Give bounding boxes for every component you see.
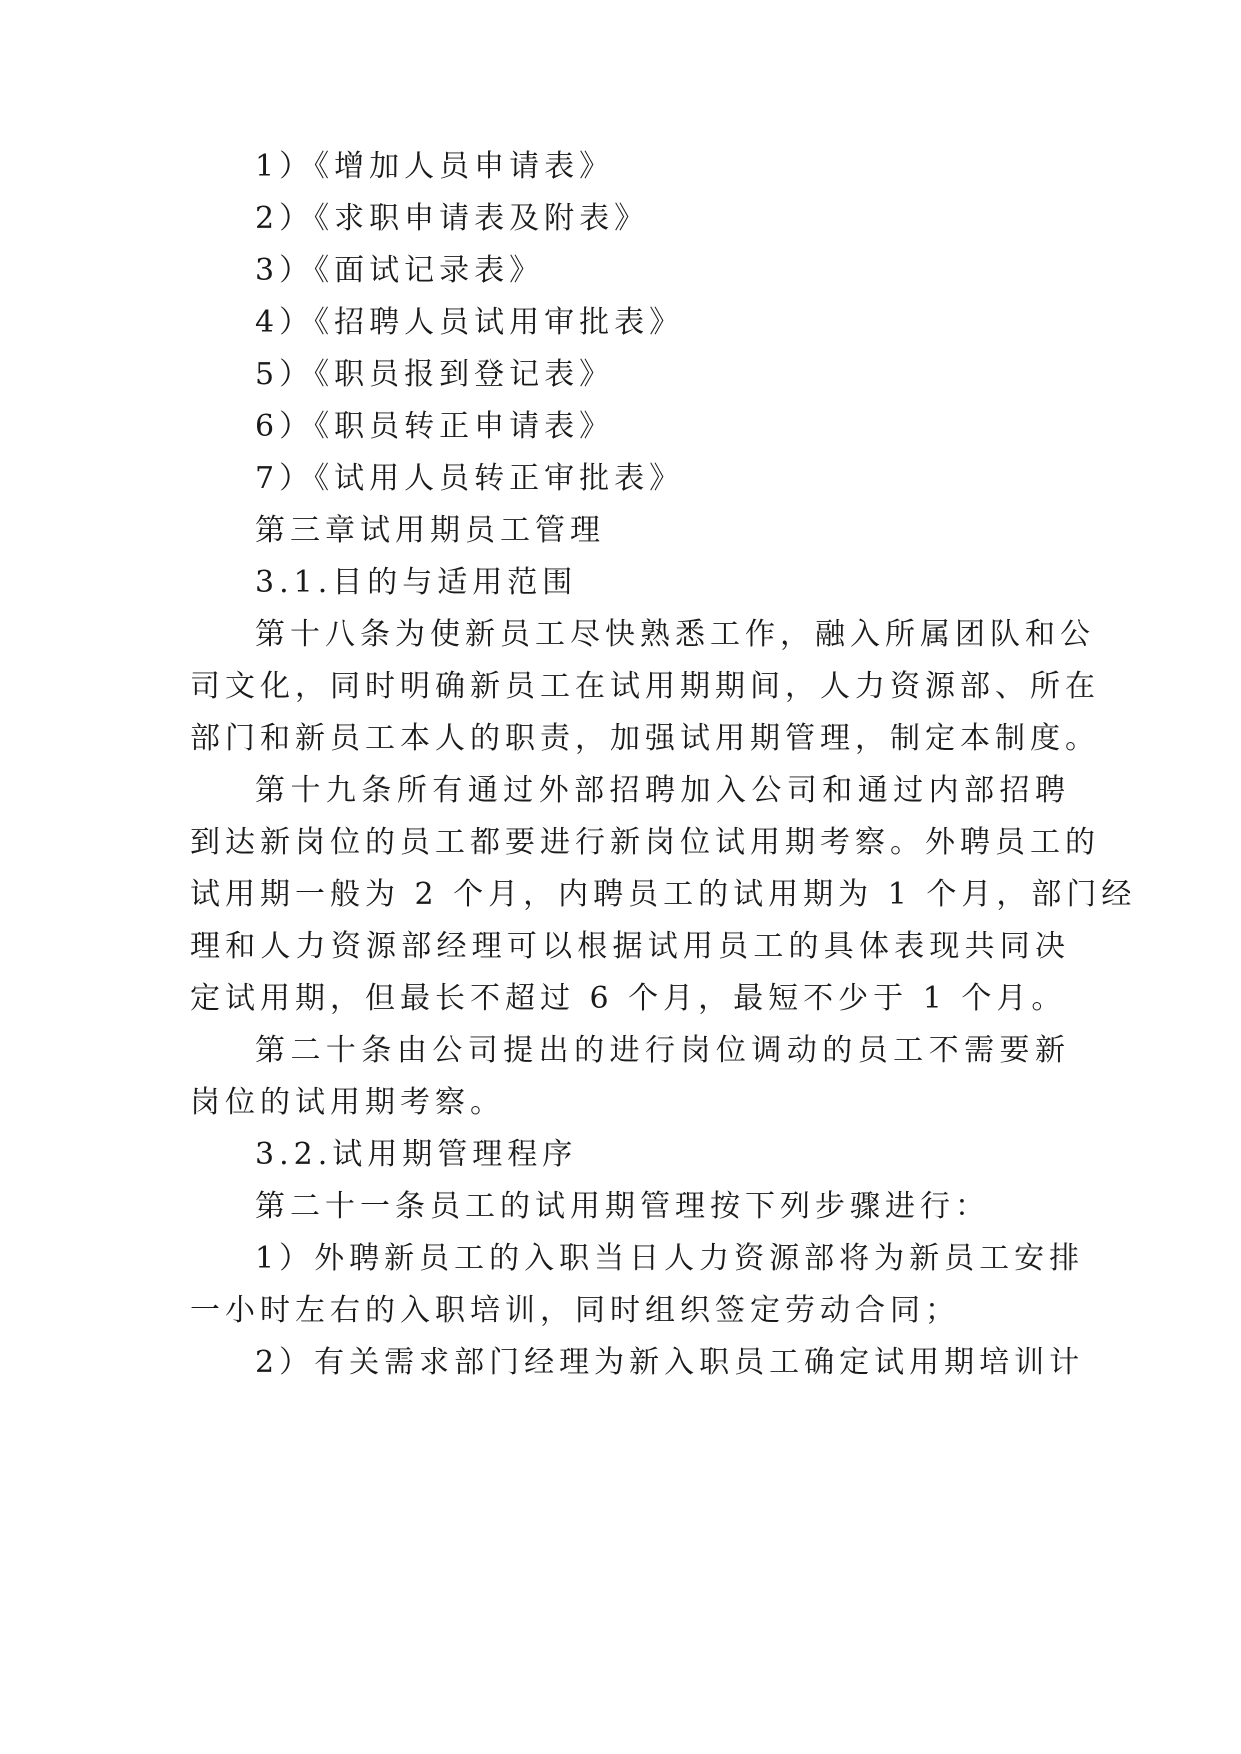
chapter-heading: 第三章试用期员工管理 [255, 513, 605, 548]
form-list-item-3: 3）《面试记录表》 [255, 253, 545, 288]
form-list-item-6: 6）《职员转正申请表》 [255, 409, 615, 444]
form-list-item-7: 7）《试用人员转正审批表》 [255, 461, 685, 496]
step-2-line-1: 2）有关需求部门经理为新入职员工确定试用期培训计 [255, 1345, 1085, 1380]
form-list-item-1: 1）《增加人员申请表》 [255, 149, 615, 184]
article-18-line-1: 第十八条为使新员工尽快熟悉工作，融入所属团队和公 [255, 617, 1095, 652]
section-heading-3-1: 3.1.目的与适用范围 [255, 565, 578, 600]
step-1-line-2: 一小时左右的入职培训，同时组织签定劳动合同； [190, 1293, 960, 1328]
article-21-line-1: 第二十一条员工的试用期管理按下列步骤进行： [255, 1189, 990, 1224]
form-list-item-2: 2）《求职申请表及附表》 [255, 201, 650, 236]
article-20-line-1: 第二十条由公司提出的进行岗位调动的员工不需要新 [255, 1033, 1070, 1068]
section-heading-3-2: 3.2.试用期管理程序 [255, 1137, 578, 1172]
article-19-line-4: 理和人力资源部经理可以根据试用员工的具体表现共同决 [190, 929, 1070, 964]
article-18-line-3: 部门和新员工本人的职责，加强试用期管理，制定本制度。 [190, 721, 1100, 756]
article-18-line-2: 司文化，同时明确新员工在试用期期间，人力资源部、所在 [190, 669, 1100, 704]
step-1-line-1: 1）外聘新员工的入职当日人力资源部将为新员工安排 [255, 1241, 1085, 1276]
form-list-item-4: 4）《招聘人员试用审批表》 [255, 305, 685, 340]
article-20-line-2: 岗位的试用期考察。 [190, 1085, 505, 1120]
article-19-line-3: 试用期一般为 2 个月，内聘员工的试用期为 1 个月，部门经 [190, 877, 1137, 912]
form-list-item-5: 5）《职员报到登记表》 [255, 357, 615, 392]
article-19-line-1: 第十九条所有通过外部招聘加入公司和通过内部招聘 [255, 773, 1070, 808]
article-19-line-2: 到达新岗位的员工都要进行新岗位试用期考察。外聘员工的 [190, 825, 1100, 860]
article-19-line-5: 定试用期，但最长不超过 6 个月，最短不少于 1 个月。 [190, 981, 1067, 1016]
